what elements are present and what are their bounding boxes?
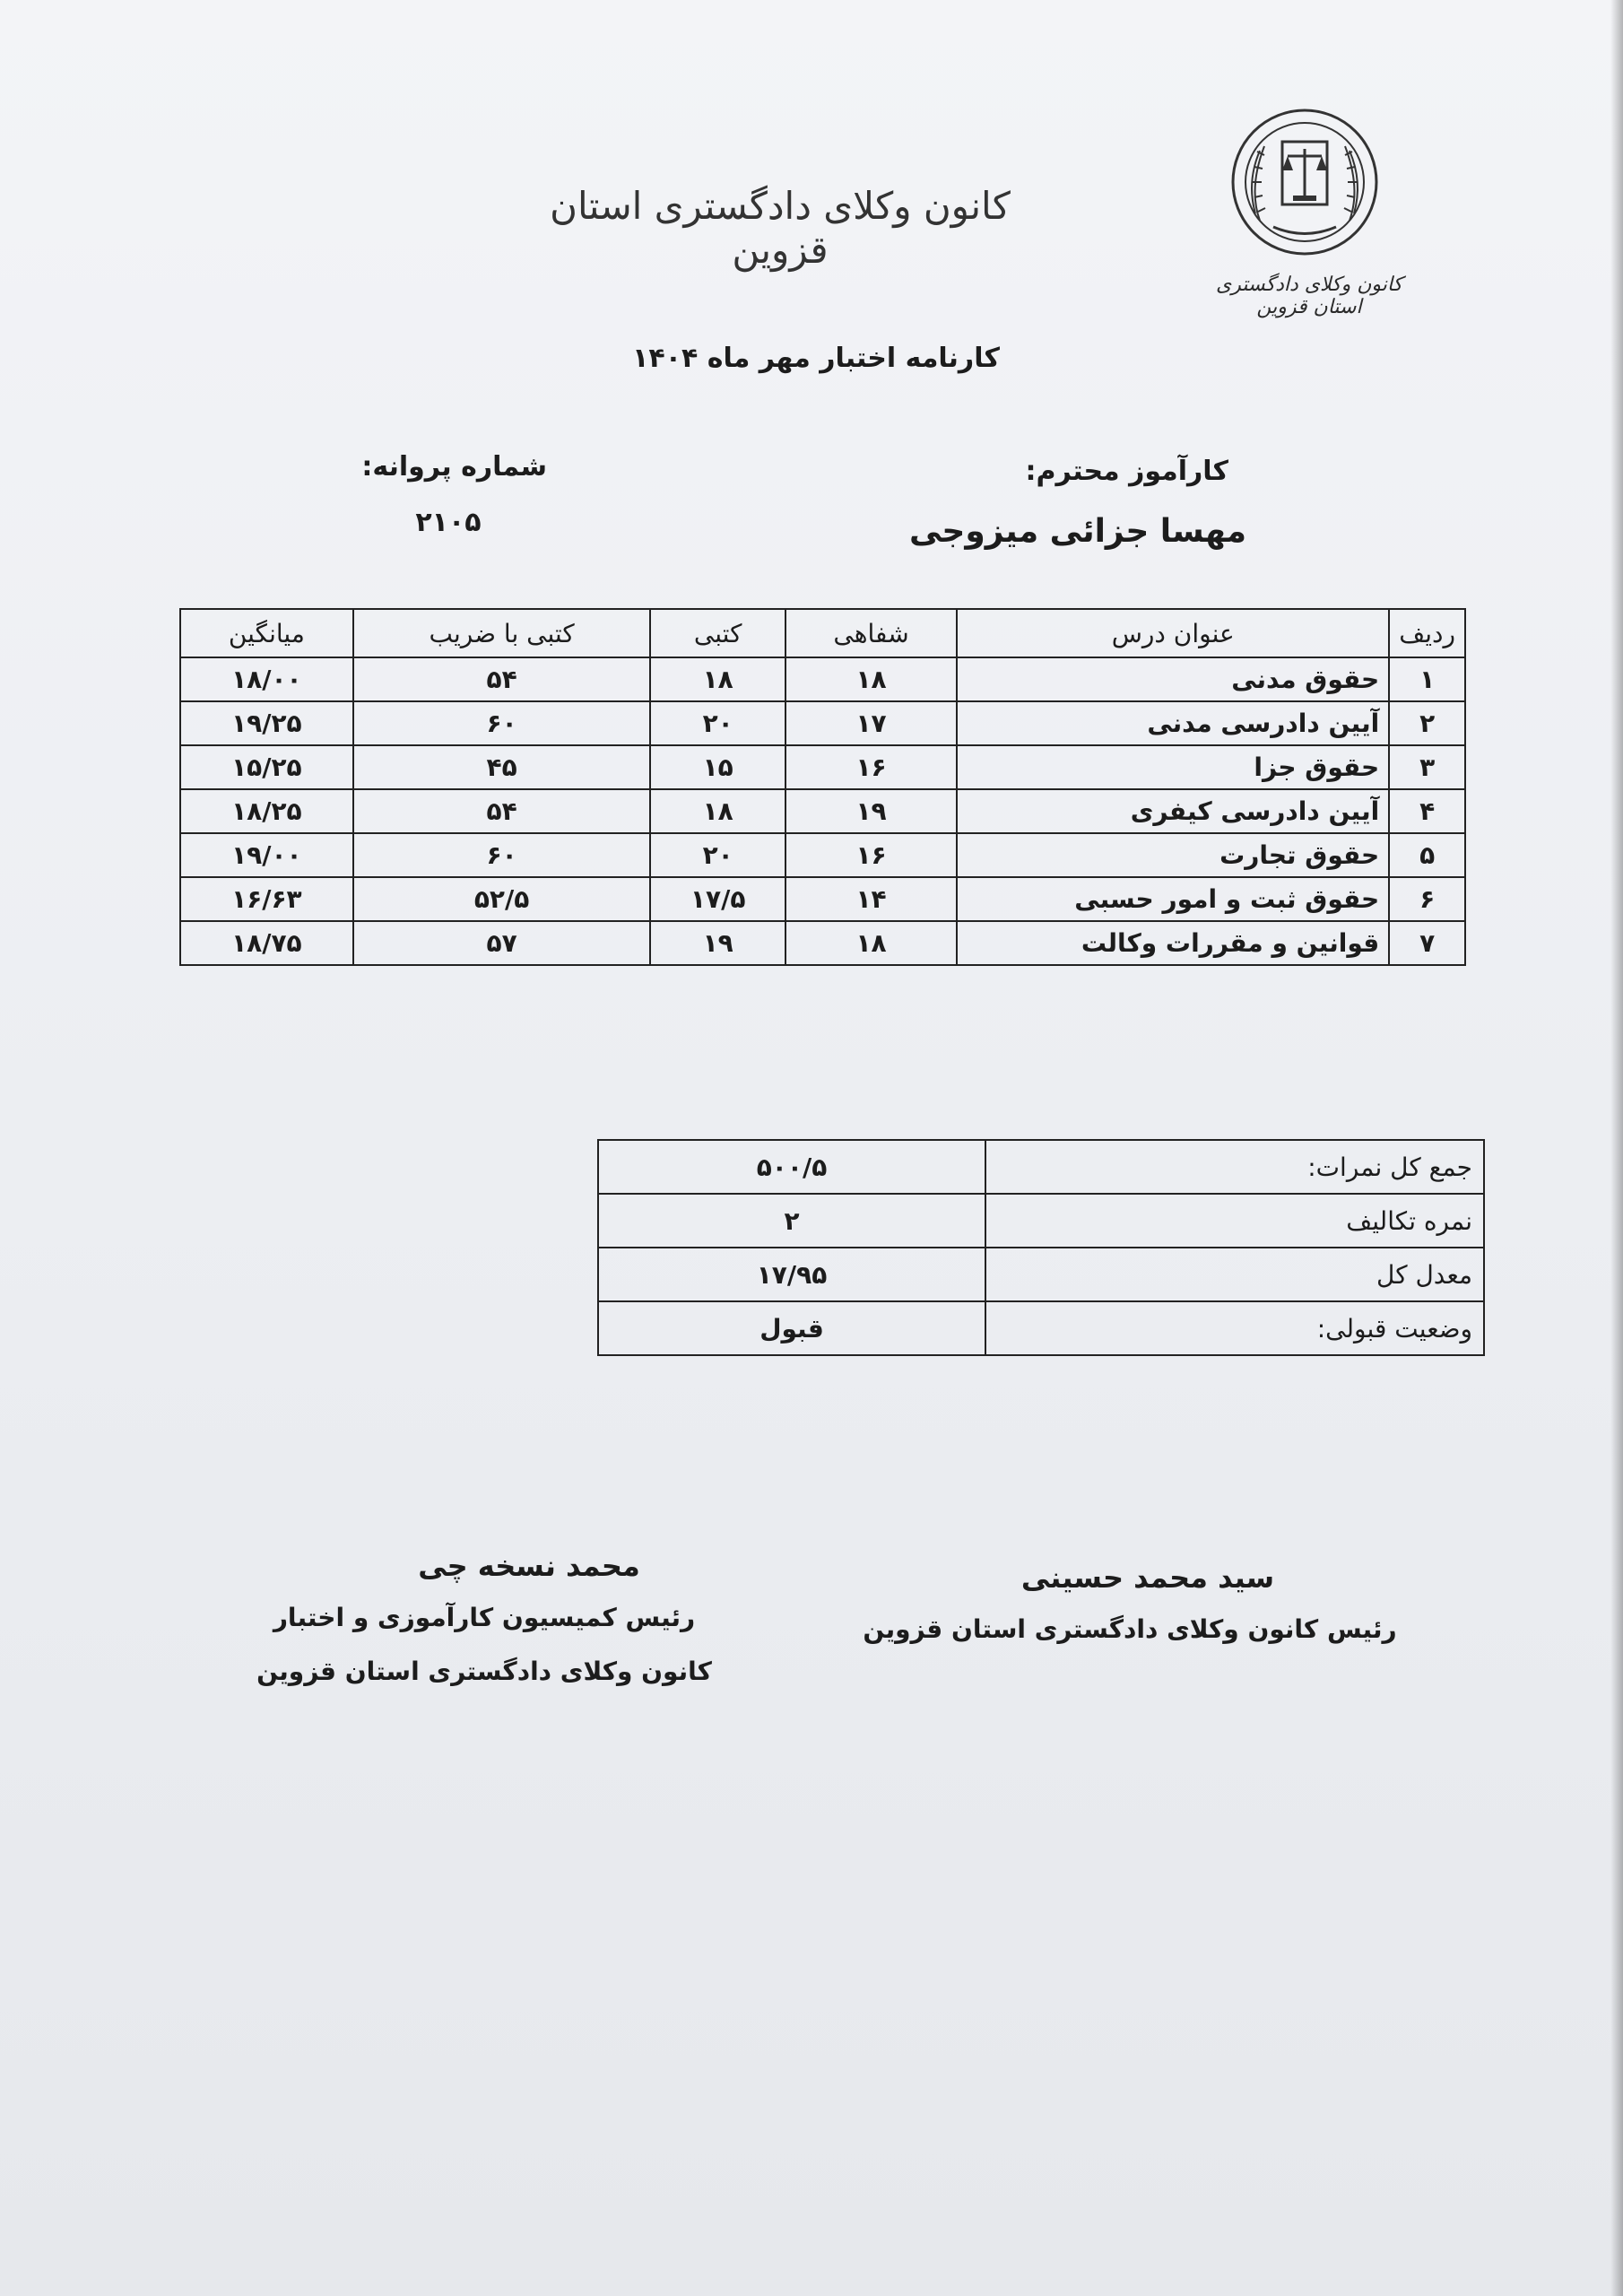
- written-score: ۱۹: [650, 921, 785, 965]
- grades-header-row: [180, 609, 1465, 657]
- total-score-value: ۵۰۰/۵: [598, 1140, 985, 1194]
- summary-row: [598, 1140, 1484, 1194]
- average-score: ۱۸/۲۵: [180, 789, 353, 833]
- average-score: ۱۹/۰۰: [180, 833, 353, 877]
- seal-caption: کانون وکلای دادگستری استان قزوین: [1215, 274, 1403, 318]
- written-score: ۲۰: [650, 833, 785, 877]
- table-row: [180, 745, 1465, 789]
- written-score: ۱۵: [650, 745, 785, 789]
- row-number: ۱: [1389, 657, 1465, 701]
- oral-score: ۱۹: [785, 789, 957, 833]
- license-number-label: شماره پروانه:: [361, 451, 547, 483]
- oral-score: ۱۸: [785, 921, 957, 965]
- signatory-left-title-line2: کانون وکلای دادگستری استان قزوین: [256, 1657, 712, 1686]
- header-average: میانگین: [180, 609, 353, 657]
- written-score: ۱۸: [650, 789, 785, 833]
- organization-title: کانون وکلای دادگستری استان قزوین: [550, 184, 1011, 272]
- trainee-name: مهسا جزائی میزوجی: [908, 513, 1246, 550]
- row-number: ۷: [1389, 921, 1465, 965]
- summary-table: [597, 1139, 1485, 1356]
- header-row-number: ردیف: [1389, 609, 1465, 657]
- overall-average-value: ۱۷/۹۵: [598, 1248, 985, 1301]
- oral-score: ۱۶: [785, 745, 957, 789]
- written-score: ۱۸: [650, 657, 785, 701]
- weighted-score: ۴۵: [353, 745, 651, 789]
- weighted-score: ۵۲/۵: [353, 877, 651, 921]
- course-title: آیین دادرسی کیفری: [957, 789, 1389, 833]
- written-score: ۱۷/۵: [650, 877, 785, 921]
- signatory-right-title: رئیس کانون وکلای دادگستری استان قزوین: [863, 1614, 1397, 1644]
- weighted-score: ۵۷: [353, 921, 651, 965]
- header-course-title: عنوان درس: [957, 609, 1389, 657]
- report-title: کارنامه اختبار مهر ماه ۱۴۰۴: [632, 343, 1000, 374]
- average-score: ۱۸/۷۵: [180, 921, 353, 965]
- summary-row: [598, 1194, 1484, 1248]
- oral-score: ۱۸: [785, 657, 957, 701]
- assignment-score-value: ۲: [598, 1194, 985, 1248]
- oral-score: ۱۶: [785, 833, 957, 877]
- page-edge-shadow: [1610, 0, 1623, 2296]
- table-row: [180, 789, 1465, 833]
- weighted-score: ۶۰: [353, 701, 651, 745]
- row-number: ۲: [1389, 701, 1465, 745]
- row-number: ۴: [1389, 789, 1465, 833]
- table-row: [180, 701, 1465, 745]
- row-number: ۶: [1389, 877, 1465, 921]
- course-title: قوانین و مقررات وکالت: [957, 921, 1389, 965]
- weighted-score: ۵۴: [353, 789, 651, 833]
- weighted-score: ۵۴: [353, 657, 651, 701]
- trainee-label: کارآموز محترم:: [1025, 456, 1228, 487]
- table-row: [180, 657, 1465, 701]
- course-title: حقوق تجارت: [957, 833, 1389, 877]
- average-score: ۱۸/۰۰: [180, 657, 353, 701]
- course-title: حقوق جزا: [957, 745, 1389, 789]
- signatory-left-name: محمد نسخه چی: [418, 1549, 640, 1583]
- signatory-left-title-line1: رئیس کمیسیون کارآموزی و اختبار: [273, 1603, 696, 1632]
- table-row: [180, 877, 1465, 921]
- pass-status-label: وضعیت قبولی:: [985, 1301, 1484, 1355]
- summary-row: [598, 1301, 1484, 1355]
- weighted-score: ۶۰: [353, 833, 651, 877]
- overall-average-label: معدل کل: [985, 1248, 1484, 1301]
- grades-table: [179, 608, 1466, 966]
- row-number: ۳: [1389, 745, 1465, 789]
- row-number: ۵: [1389, 833, 1465, 877]
- header-weighted-written: کتبی با ضریب: [353, 609, 651, 657]
- header-written: کتبی: [650, 609, 785, 657]
- license-number-value: ۲۱۰۵: [415, 507, 482, 538]
- pass-status-value: قبول: [598, 1301, 985, 1355]
- bar-association-seal-icon: [1228, 106, 1381, 258]
- summary-row: [598, 1248, 1484, 1301]
- written-score: ۲۰: [650, 701, 785, 745]
- table-row: [180, 833, 1465, 877]
- average-score: ۱۶/۶۳: [180, 877, 353, 921]
- assignment-score-label: نمره تکالیف: [985, 1194, 1484, 1248]
- average-score: ۱۵/۲۵: [180, 745, 353, 789]
- signatory-right-name: سید محمد حسینی: [1020, 1561, 1275, 1595]
- total-score-label: جمع کل نمرات:: [985, 1140, 1484, 1194]
- course-title: حقوق ثبت و امور حسبی: [957, 877, 1389, 921]
- oral-score: ۱۷: [785, 701, 957, 745]
- course-title: حقوق مدنی: [957, 657, 1389, 701]
- course-title: آیین دادرسی مدنی: [957, 701, 1389, 745]
- table-row: [180, 921, 1465, 965]
- oral-score: ۱۴: [785, 877, 957, 921]
- average-score: ۱۹/۲۵: [180, 701, 353, 745]
- header-oral: شفاهی: [785, 609, 957, 657]
